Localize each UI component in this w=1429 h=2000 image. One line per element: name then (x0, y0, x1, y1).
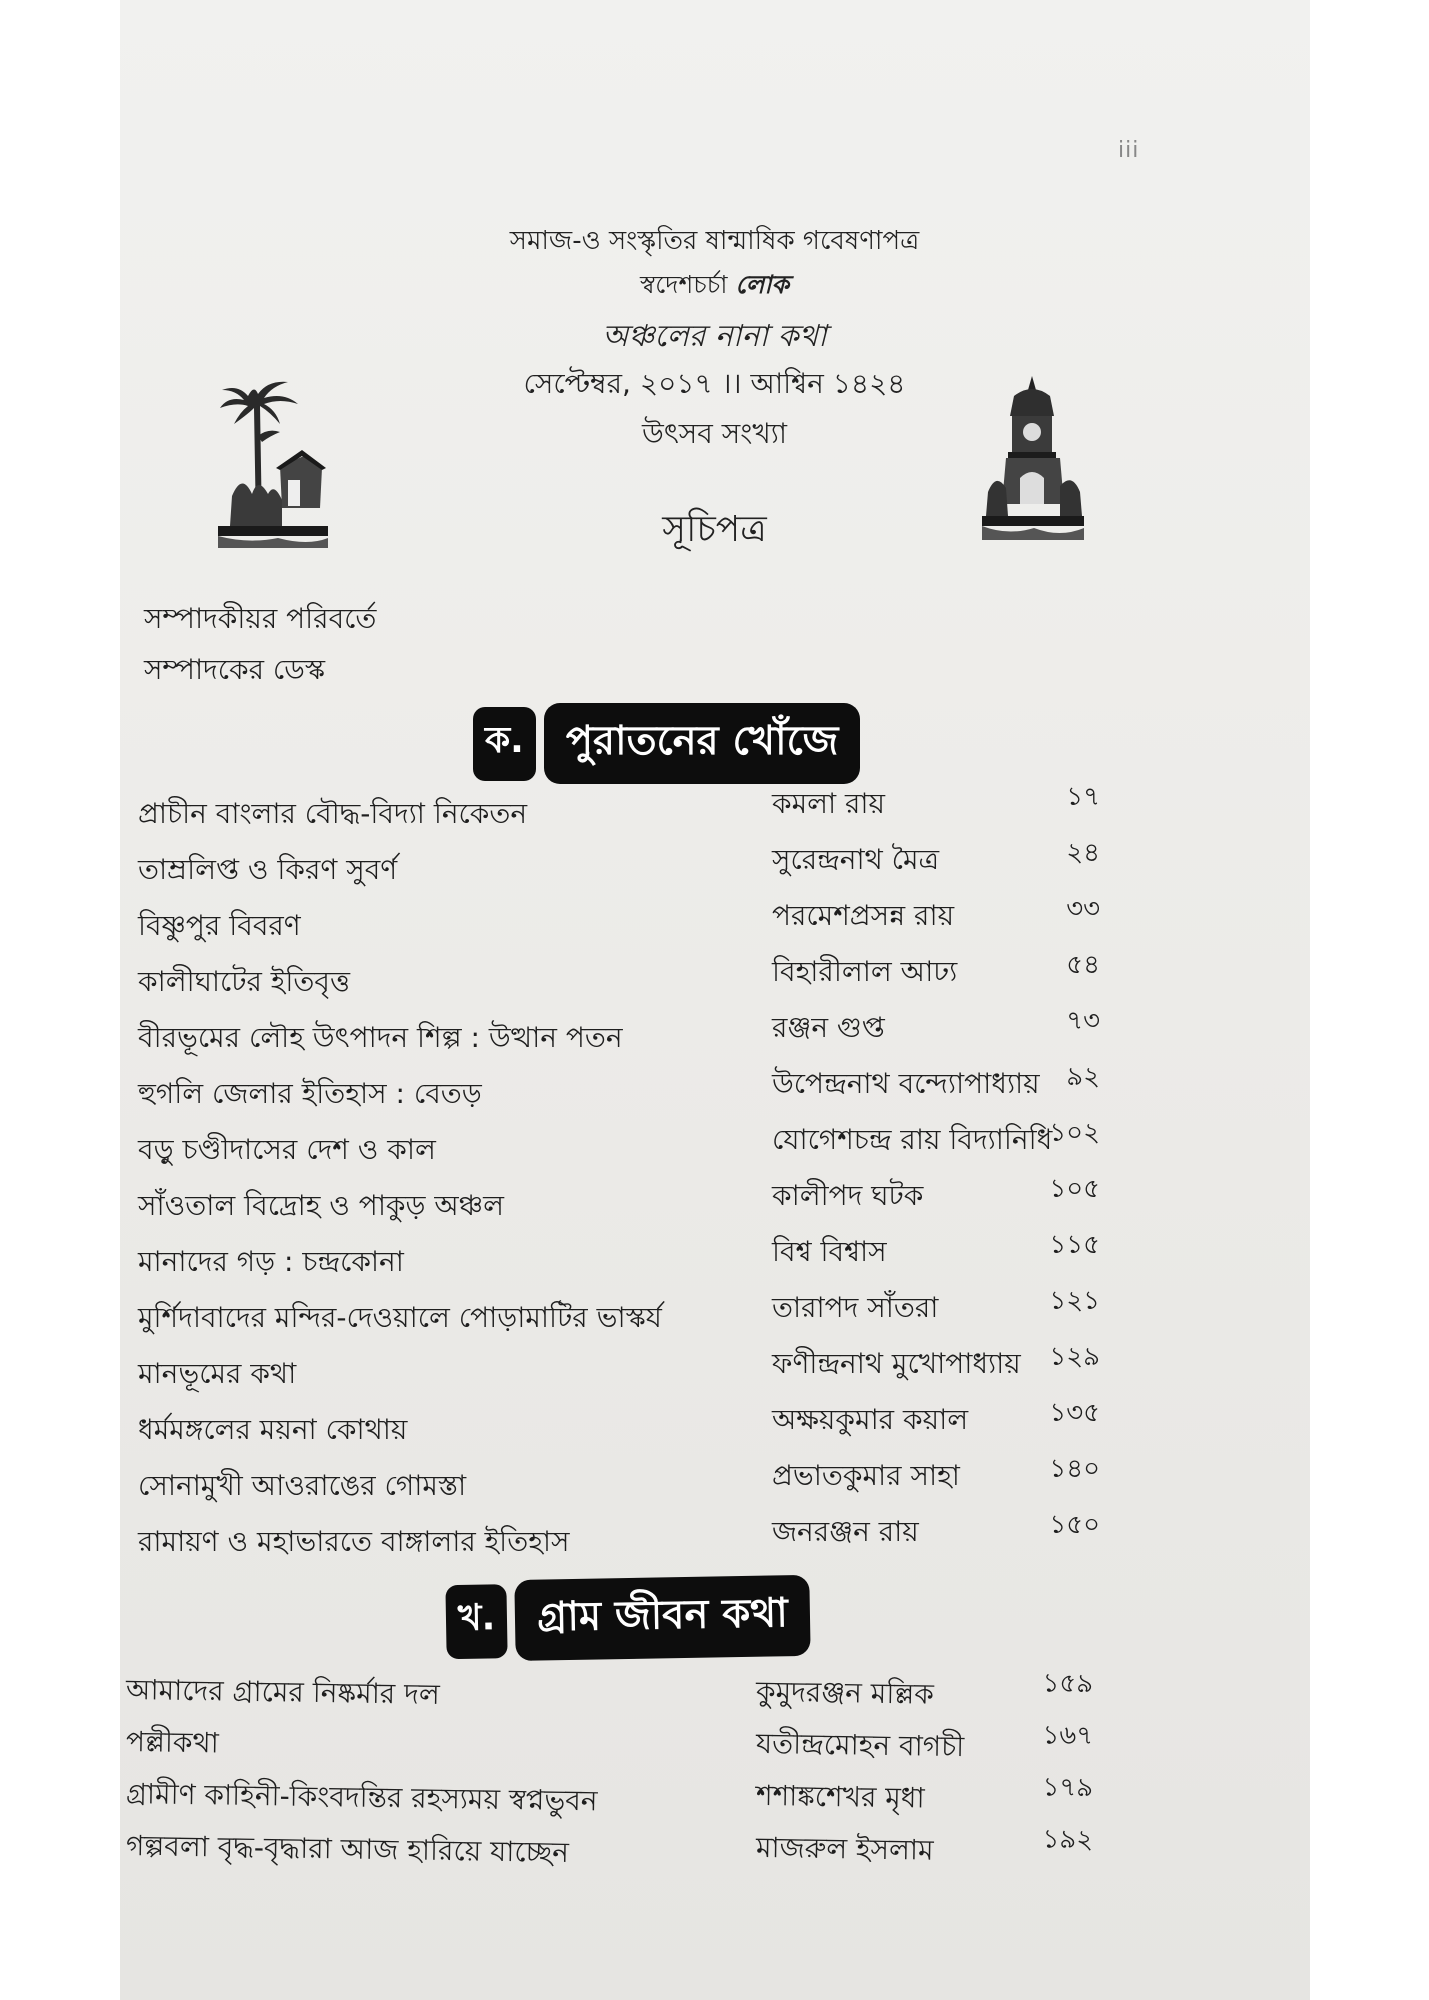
section-letter: খ. (445, 1584, 508, 1659)
toc-entry (126, 1720, 1127, 1776)
toc-entry-author: অক্ষয়কুমার কয়াল (772, 1403, 969, 1436)
toc-entry (138, 1230, 1138, 1280)
toc-entry-page: ১৭ (1066, 782, 1100, 812)
toc-entry-page: ২৪ (1066, 838, 1100, 868)
toc-entry-page: ১৫৯ (1042, 1668, 1094, 1700)
toc-entry-author: তারাপদ সাঁতরা (772, 1291, 939, 1324)
toc-entry-page: ১২৯ (1049, 1342, 1100, 1372)
section-title: গ্রাম জীবন কথা (515, 1575, 811, 1661)
journal-brand-logo: লোক (735, 270, 789, 299)
toc-entry-title: মুর্শিদাবাদের মন্দির-দেওয়ালে পোড়ামাটির ভাস্কর্য (138, 1301, 662, 1334)
toc-entry-title: বড়ু চণ্ডীদাসের দেশ ও কাল (138, 1133, 436, 1166)
toc-entry (138, 782, 1138, 832)
toc-entry-page: ১০২ (1049, 1118, 1100, 1148)
toc-entry-author: জনরঞ্জন রায় (772, 1515, 919, 1548)
toc-entry-page: ১৩৫ (1049, 1398, 1100, 1428)
toc-entry (138, 1454, 1138, 1504)
contents-heading: সূচিপত্র (662, 509, 767, 550)
toc-entry-page: ১৯২ (1042, 1824, 1094, 1856)
toc-entry (126, 1772, 1127, 1828)
toc-entry-title: পল্লীকথা (125, 1725, 220, 1760)
journal-subtitle: সমাজ-ও সংস্কৃতির ষান্মাষিক গবেষণাপত্র (509, 226, 920, 256)
toc-entry-author: কালীপদ ঘটক (772, 1179, 924, 1212)
toc-entry-title: বীরভূমের লৌহ উৎপাদন শিল্প : উত্থান পতন (138, 1021, 623, 1054)
toc-entry (126, 1824, 1127, 1880)
toc-entry-page: ৫৪ (1066, 950, 1100, 980)
toc-entry-title: মানভূমের কথা (138, 1357, 297, 1390)
toc-entry (138, 1062, 1138, 1112)
toc-entry (138, 1174, 1138, 1224)
toc-entry-author: বিশ্ব বিশ্বাস (772, 1235, 887, 1268)
toc-entry (138, 1342, 1138, 1392)
toc-entry-author: উপেন্দ্রনাথ বন্দ্যোপাধ্যায় (772, 1067, 1040, 1100)
toc-entry-title: তাম্রলিপ্ত ও কিরণ সুবর্ণ (138, 853, 398, 886)
toc-entry-title: কালীঘাটের ইতিবৃত্ত (138, 965, 350, 998)
toc-entry-title: গল্পবলা বৃদ্ধ-বৃদ্ধারা আজ হারিয়ে যাচ্ছেন (125, 1829, 570, 1869)
journal-name-prefix: স্বদেশচর্চা (640, 270, 728, 299)
toc-entry-author: শশাঙ্কশেখর মৃধা (755, 1778, 925, 1815)
toc-entry-author: যতীন্দ্রমোহন বাগচী (755, 1726, 965, 1764)
section-letter: ক. (473, 707, 536, 781)
toc-entry-author: কমলা রায় (772, 787, 886, 820)
issue-type: উৎসব সংখ্যা (642, 417, 787, 450)
preface-item: সম্পাদকের ডেস্ক (144, 653, 326, 686)
toc-entry-page: ১৬৭ (1042, 1720, 1094, 1752)
toc-entry-title: আমাদের গ্রামের নিষ্কর্মার দল (125, 1673, 440, 1711)
toc-entry-page: ১১৫ (1049, 1230, 1100, 1260)
toc-entry-title: গ্রামীণ কাহিনী-কিংবদন্তির রহস্যময় স্বপ্নভুবন (125, 1777, 598, 1818)
toc-entry (138, 1398, 1138, 1448)
toc-entry-title: বিষ্ণুপুর বিবরণ (138, 909, 301, 942)
issue-date: সেপ্টেম্বর, ২০১৭ ।। আশ্বিন ১৪২৪ (523, 367, 906, 400)
toc-entry-page: ১২১ (1049, 1286, 1100, 1316)
toc-entry-author: কুমুদরঞ্জন মল্লিক (755, 1674, 935, 1711)
toc-entry-author: পরমেশপ্রসন্ন রায় (772, 899, 955, 932)
toc-entry-title: সাঁওতাল বিদ্রোহ ও পাকুড় অঞ্চল (138, 1189, 504, 1222)
toc-entry-page: ১৪০ (1049, 1454, 1100, 1484)
issue-theme: অঞ্চলের নানা কথা (602, 319, 827, 354)
toc-entry-title: প্রাচীন বাংলার বৌদ্ধ-বিদ্যা নিকেতন (138, 797, 528, 830)
toc-entry-author: প্রভাতকুমার সাহা (772, 1459, 960, 1492)
preface-item: সম্পাদকীয়র পরিবর্তে (144, 602, 377, 635)
toc-entry-title: মানাদের গড় : চন্দ্রকোনা (138, 1245, 404, 1278)
toc-entry-author: বিহারীলাল আঢ্য (772, 955, 958, 988)
toc-entry (138, 1006, 1138, 1056)
toc-entry-author: সুরেন্দ্রনাথ মৈত্র (772, 843, 940, 876)
toc-entry-title: রামায়ণ ও মহাভারতে বাঙ্গালার ইতিহাস (138, 1525, 570, 1558)
toc-entry-author: যোগেশচন্দ্র রায় বিদ্যানিধি (772, 1123, 1053, 1156)
toc-entry-title: ধর্মমঙ্গলের ময়না কোথায় (138, 1413, 408, 1446)
toc-entry-page: ৯২ (1066, 1062, 1100, 1092)
toc-entry-author: রঞ্জন গুপ্ত (772, 1011, 885, 1044)
toc-entry-author: মাজরুল ইসলাম (755, 1830, 934, 1867)
page-number: iii (1118, 138, 1140, 163)
toc-entry (138, 838, 1138, 888)
toc-entry (138, 894, 1138, 944)
toc-entry-title: সোনামুখী আওরাঙের গোমস্তা (138, 1469, 467, 1502)
toc-entry (138, 1118, 1138, 1168)
toc-entry-page: ১৭৯ (1042, 1772, 1094, 1804)
toc-entry-title: হুগলি জেলার ইতিহাস : বেতড় (138, 1077, 482, 1110)
toc-entry-page: ১৫০ (1049, 1510, 1100, 1540)
toc-entry (138, 1286, 1138, 1336)
toc-entry-author: ফণীন্দ্রনাথ মুখোপাধ্যায় (772, 1347, 1021, 1380)
section-title: পুরাতনের খোঁজে (544, 703, 861, 784)
toc-entry (126, 1668, 1127, 1724)
toc-entry (138, 1510, 1138, 1560)
toc-entry-page: ১০৫ (1049, 1174, 1100, 1204)
toc-entry-page: ৭৩ (1066, 1006, 1100, 1036)
toc-entry (138, 950, 1138, 1000)
toc-entry-page: ৩৩ (1066, 894, 1100, 924)
